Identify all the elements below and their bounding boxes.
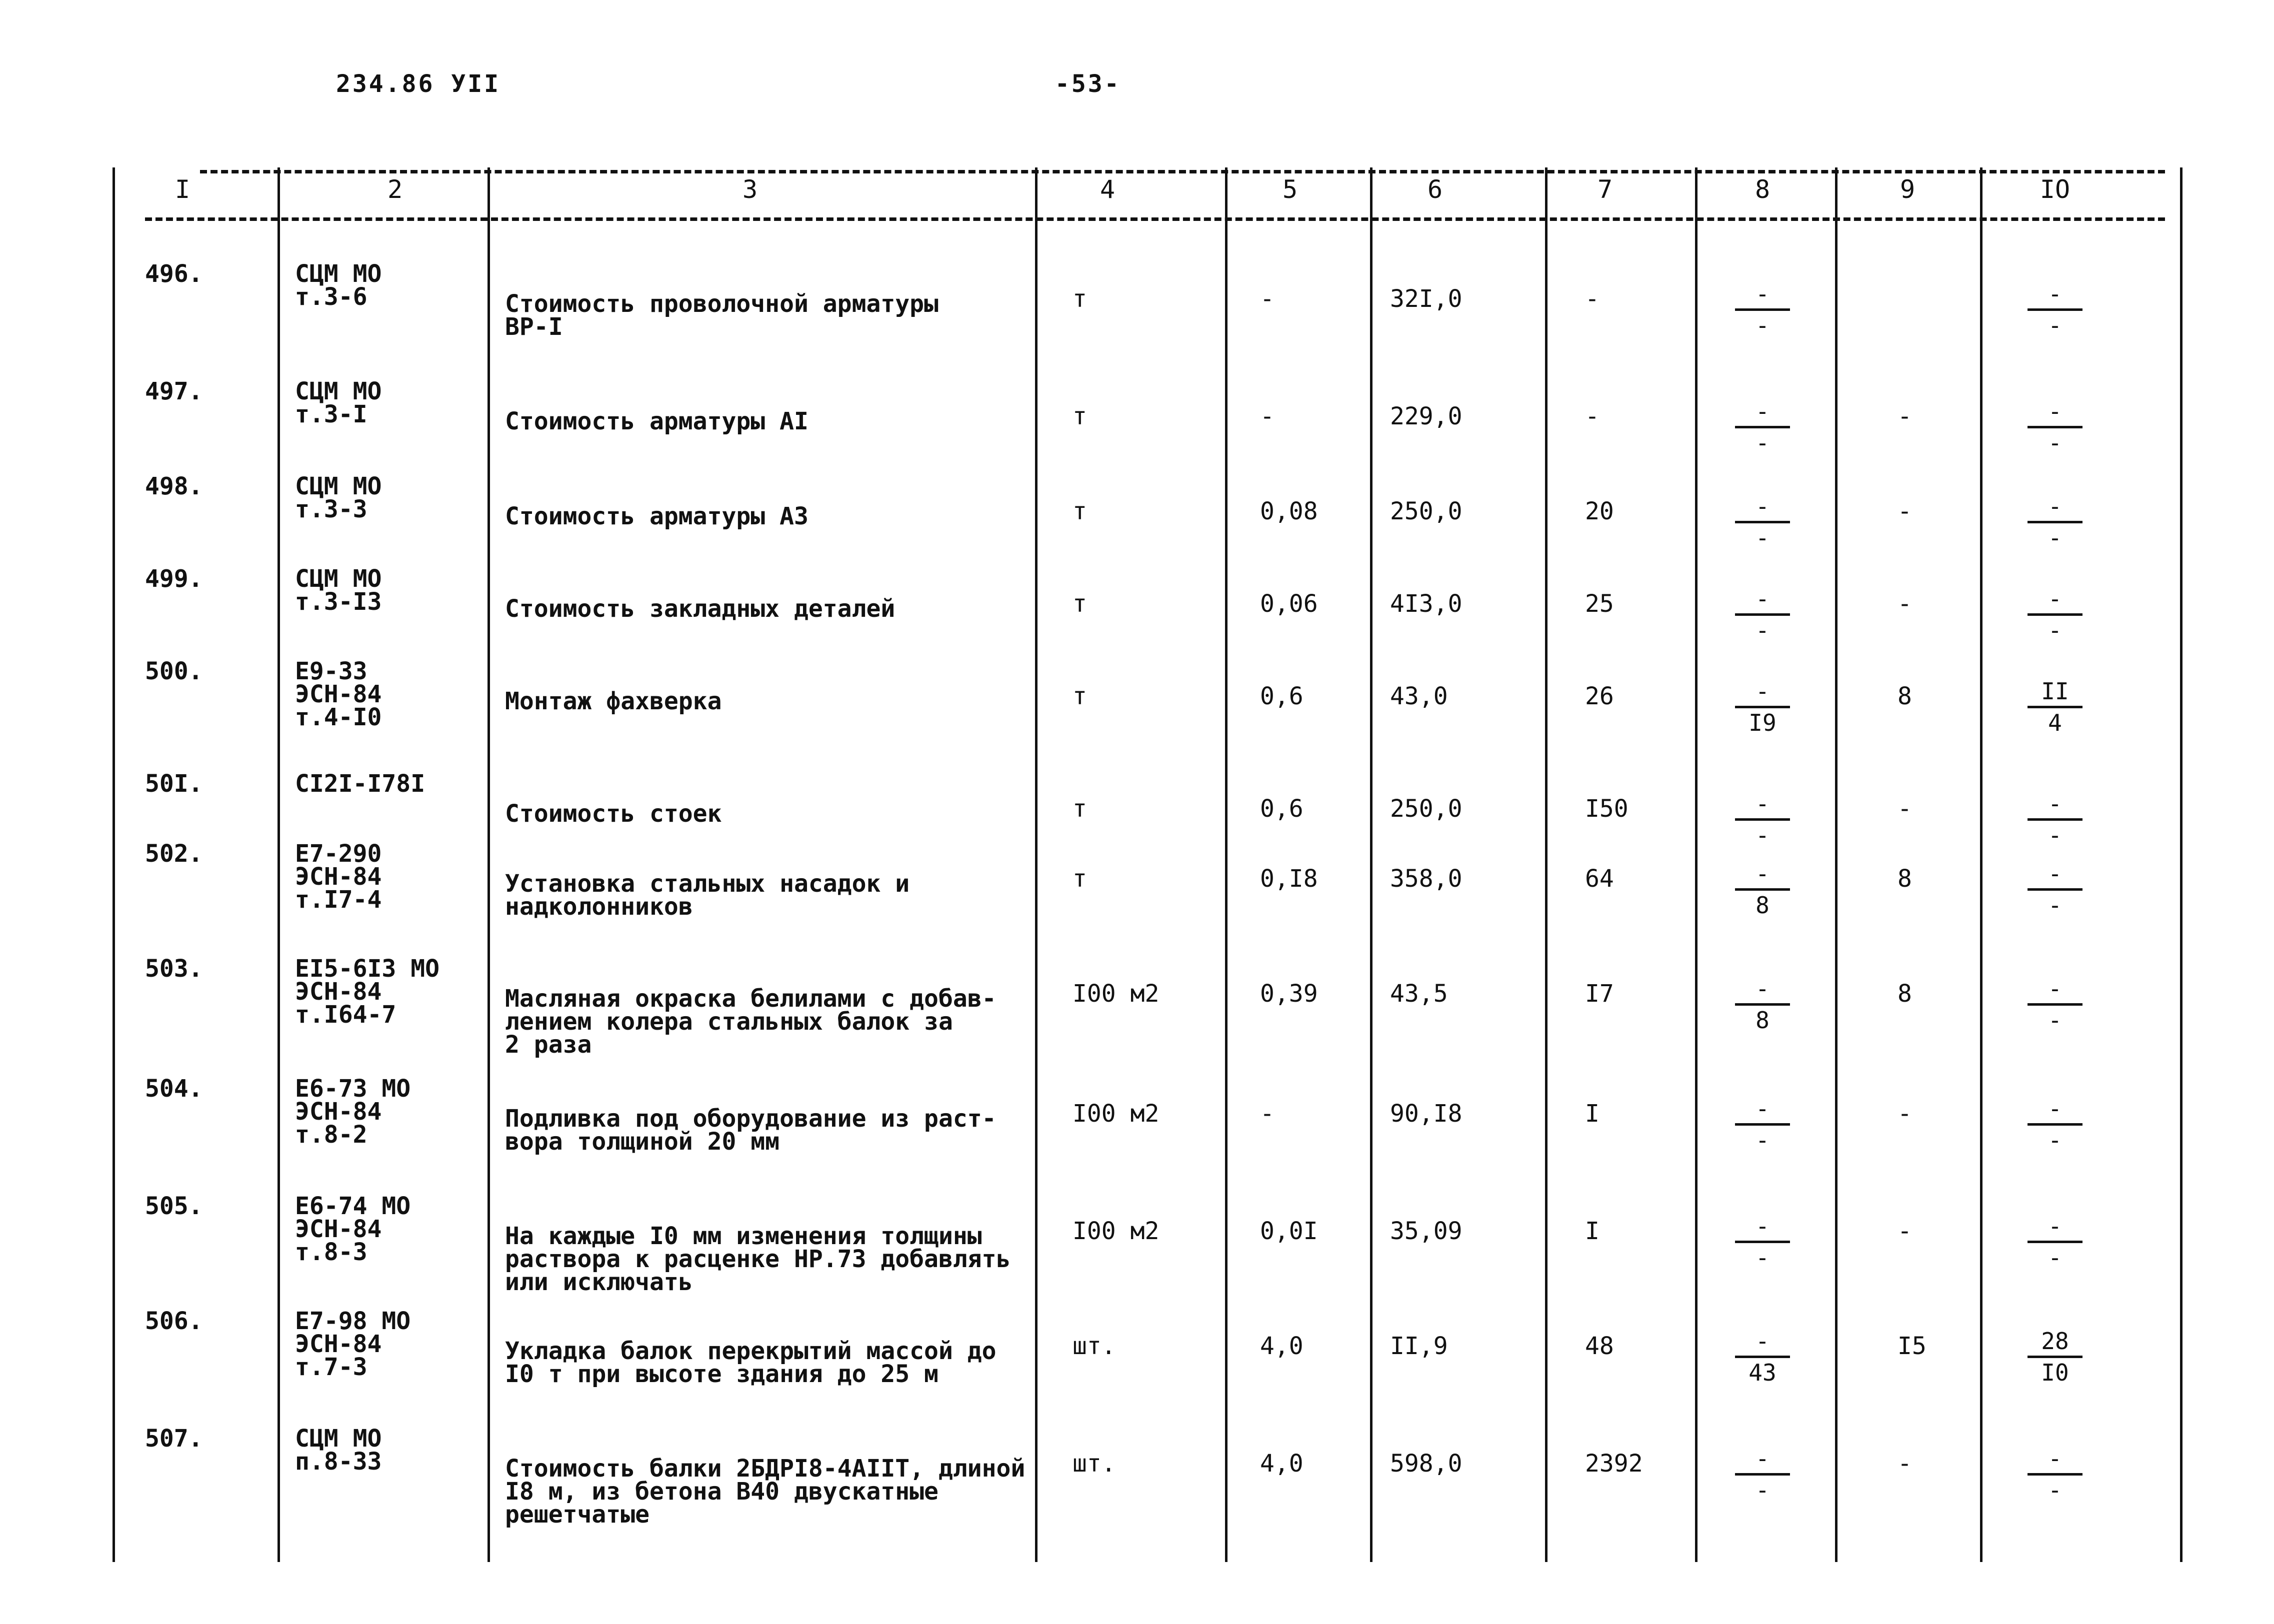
column-divider	[112, 167, 115, 1562]
fraction-col-10	[2028, 1447, 2082, 1502]
fraction-denominator: -	[1756, 1244, 1770, 1271]
quantity: 0,6	[1260, 795, 1304, 823]
total-cost: I	[1585, 1100, 1600, 1128]
reference-code: СЦМ МО т.3-3	[295, 472, 382, 523]
column-number-10: IO	[2040, 175, 2070, 204]
fraction-numerator: -	[1756, 1328, 1770, 1355]
unit: т	[1072, 285, 1087, 313]
fraction-denominator: -	[1756, 1127, 1770, 1154]
work-description: Стоимость стоек	[505, 800, 722, 828]
fraction-col-10	[2028, 495, 2082, 549]
column-divider	[1370, 167, 1372, 1562]
unit-price: 32I,0	[1390, 285, 1462, 313]
work-description: Подливка под оборудование из раст- вора толщиной 20 мм	[505, 1105, 996, 1156]
total-cost: 64	[1585, 865, 1614, 893]
quantity: -	[1260, 402, 1274, 430]
fraction-bar	[1735, 1003, 1790, 1006]
work-description: Укладка балок перекрытий массой до I0 т при высоте здания до 25 м	[505, 1337, 996, 1388]
unit-price: 358,0	[1390, 865, 1462, 893]
quantity: 0,08	[1260, 497, 1318, 525]
column-divider	[1835, 167, 1838, 1562]
column-9-value: 8	[1898, 682, 1912, 710]
row-number: 498.	[145, 472, 203, 500]
fraction-bar	[1735, 426, 1790, 428]
fraction-numerator: -	[1756, 1445, 1770, 1472]
quantity: -	[1260, 1100, 1274, 1128]
fraction-numerator: -	[1756, 280, 1770, 307]
fraction-denominator: -	[1756, 524, 1770, 551]
column-9-value: -	[1898, 1450, 1912, 1478]
work-description: Установка стальных насадок и надколонников	[505, 870, 910, 921]
reference-code: Е6-73 МО ЭСН-84 т.8-2	[295, 1075, 411, 1149]
fraction-numerator: -	[2048, 493, 2062, 520]
quantity: 0,6	[1260, 682, 1304, 710]
quantity: 0,39	[1260, 980, 1318, 1008]
column-divider	[1545, 167, 1548, 1562]
column-9-value: -	[1898, 1100, 1912, 1128]
fraction-numerator: -	[2048, 585, 2062, 612]
document-code: 234.86 УII	[336, 70, 500, 98]
work-description: Стоимость арматуры АI	[505, 407, 808, 435]
total-cost: I50	[1585, 795, 1628, 823]
fraction-numerator: -	[2048, 398, 2062, 425]
fraction-col-10	[2028, 400, 2082, 454]
fraction-denominator: -	[2048, 822, 2062, 849]
unit: т	[1072, 795, 1087, 823]
fraction-numerator: -	[1756, 975, 1770, 1002]
unit: т	[1072, 865, 1087, 893]
page-number: -53-	[1055, 70, 1121, 98]
fraction-denominator: -	[2048, 1244, 2062, 1271]
fraction-denominator: -	[2048, 524, 2062, 551]
quantity: 4,0	[1260, 1332, 1304, 1360]
column-divider	[278, 167, 280, 1562]
unit: т	[1072, 402, 1087, 430]
fraction-col-8	[1735, 977, 1790, 1032]
column-9-value: 8	[1898, 980, 1912, 1008]
fraction-bar	[1735, 308, 1790, 311]
work-description: Стоимость закладных деталей	[505, 595, 896, 623]
fraction-bar	[2028, 818, 2082, 821]
unit: шт.	[1072, 1450, 1116, 1478]
fraction-bar	[1735, 1356, 1790, 1358]
fraction-denominator: -	[2048, 1007, 2062, 1034]
fraction-numerator: -	[2048, 975, 2062, 1002]
unit: т	[1072, 497, 1087, 525]
column-divider	[1035, 167, 1038, 1562]
fraction-col-8	[1735, 1330, 1790, 1384]
fraction-bar	[2028, 1123, 2082, 1126]
fraction-numerator: -	[1756, 1095, 1770, 1122]
fraction-col-10	[2028, 1330, 2082, 1384]
fraction-col-8	[1735, 282, 1790, 337]
fraction-numerator: -	[1756, 790, 1770, 817]
fraction-denominator: I9	[1748, 709, 1776, 736]
column-number-6: 6	[1427, 175, 1443, 204]
fraction-denominator: -	[2048, 617, 2062, 644]
total-cost: -	[1585, 402, 1600, 430]
fraction-col-10	[2028, 282, 2082, 337]
quantity: 0,0I	[1260, 1217, 1318, 1245]
reference-code: Е9-33 ЭСН-84 т.4-I0	[295, 657, 382, 731]
total-cost: 2392	[1585, 1450, 1643, 1478]
fraction-denominator: -	[1756, 617, 1770, 644]
total-cost: 25	[1585, 590, 1614, 618]
reference-code: Е6-74 МО ЭСН-84 т.8-3	[295, 1192, 411, 1266]
column-divider	[2180, 167, 2182, 1562]
fraction-denominator: 8	[1756, 1007, 1770, 1034]
column-divider	[1695, 167, 1698, 1562]
unit-price: 250,0	[1390, 497, 1462, 525]
reference-code: СЦМ МО т.3-6	[295, 260, 382, 311]
column-number-9: 9	[1900, 175, 1916, 204]
reference-code: ЕI5-6I3 МО ЭСН-84 т.I64-7	[295, 955, 440, 1029]
fraction-denominator: I0	[2041, 1359, 2069, 1386]
fraction-numerator: -	[2048, 1095, 2062, 1122]
unit-price: 43,5	[1390, 980, 1448, 1008]
reference-code: Е7-98 МО ЭСН-84 т.7-3	[295, 1307, 411, 1381]
work-description: Стоимость балки 2БДРI8-4АIIТ, длиной I8 м, из бетона В40 двускатные решетчатые	[505, 1455, 1026, 1529]
reference-code: СЦМ МО т.3-I	[295, 377, 382, 428]
column-number-5: 5	[1282, 175, 1298, 204]
reference-code: Е7-290 ЭСН-84 т.I7-4	[295, 840, 382, 914]
column-number-7: 7	[1597, 175, 1613, 204]
header-bottom-rule	[145, 217, 2165, 221]
fraction-col-8	[1735, 1447, 1790, 1502]
total-cost: 48	[1585, 1332, 1614, 1360]
fraction-numerator: -	[1756, 860, 1770, 887]
fraction-col-8	[1735, 587, 1790, 642]
fraction-col-8	[1735, 400, 1790, 454]
fraction-col-10	[2028, 862, 2082, 917]
unit: т	[1072, 590, 1087, 618]
column-divider	[1225, 167, 1228, 1562]
reference-code: СI2I-I78I	[295, 770, 426, 798]
fraction-col-10	[2028, 587, 2082, 642]
unit-price: 35,09	[1390, 1217, 1462, 1245]
fraction-numerator: -	[1756, 398, 1770, 425]
fraction-numerator: -	[2048, 790, 2062, 817]
fraction-denominator: 43	[1748, 1359, 1776, 1386]
fraction-denominator: -	[1756, 312, 1770, 339]
quantity: 4,0	[1260, 1450, 1304, 1478]
fraction-numerator: -	[2048, 1445, 2062, 1472]
fraction-bar	[2028, 888, 2082, 891]
column-number-1: I	[174, 175, 190, 204]
fraction-denominator: -	[1756, 1477, 1770, 1504]
fraction-bar	[1735, 521, 1790, 523]
unit: т	[1072, 682, 1087, 710]
fraction-bar	[2028, 1356, 2082, 1358]
unit: I00 м2	[1072, 1100, 1160, 1128]
unit-price: 229,0	[1390, 402, 1462, 430]
fraction-numerator: -	[1756, 678, 1770, 705]
total-cost: -	[1585, 285, 1600, 313]
fraction-bar	[2028, 308, 2082, 311]
fraction-bar	[1735, 1473, 1790, 1476]
row-number: 507.	[145, 1425, 203, 1453]
fraction-numerator: -	[1756, 585, 1770, 612]
fraction-denominator: 8	[1756, 892, 1770, 919]
unit-price: 4I3,0	[1390, 590, 1462, 618]
total-cost: 26	[1585, 682, 1614, 710]
fraction-bar	[2028, 426, 2082, 428]
fraction-numerator: -	[1756, 1213, 1770, 1240]
fraction-denominator: -	[2048, 1127, 2062, 1154]
fraction-numerator: -	[2048, 280, 2062, 307]
unit: шт.	[1072, 1332, 1116, 1360]
fraction-denominator: -	[1756, 429, 1770, 456]
fraction-numerator: -	[2048, 1213, 2062, 1240]
column-9-value: -	[1898, 795, 1912, 823]
row-number: 503.	[145, 955, 203, 983]
fraction-col-10	[2028, 1215, 2082, 1269]
fraction-col-8	[1735, 680, 1790, 734]
total-cost: 20	[1585, 497, 1614, 525]
work-description: Стоимость проволочной арматуры ВР-I	[505, 290, 938, 341]
reference-code: СЦМ МО т.3-I3	[295, 565, 382, 616]
column-9-value: -	[1898, 590, 1912, 618]
column-9-value: 8	[1898, 865, 1912, 893]
unit-price: 90,I8	[1390, 1100, 1462, 1128]
column-divider	[1980, 167, 1982, 1562]
unit-price: 43,0	[1390, 682, 1448, 710]
row-number: 506.	[145, 1307, 203, 1335]
unit: I00 м2	[1072, 980, 1160, 1008]
fraction-col-8	[1735, 1215, 1790, 1269]
total-cost: I	[1585, 1217, 1600, 1245]
row-number: 497.	[145, 377, 203, 405]
fraction-numerator: II	[2041, 678, 2069, 705]
work-description: Масляная окраска белилами с добав- лением колера стальных балок за 2 раза	[505, 985, 996, 1059]
fraction-col-10	[2028, 792, 2082, 847]
row-number: 496.	[145, 260, 203, 288]
fraction-bar	[1735, 888, 1790, 891]
column-number-3: 3	[742, 175, 758, 204]
unit-price: II,9	[1390, 1332, 1448, 1360]
fraction-bar	[1735, 1241, 1790, 1243]
unit-price: 598,0	[1390, 1450, 1462, 1478]
fraction-denominator: -	[2048, 1477, 2062, 1504]
column-9-value: -	[1898, 402, 1912, 430]
row-number: 504.	[145, 1075, 203, 1103]
fraction-col-8	[1735, 862, 1790, 917]
fraction-col-10	[2028, 1097, 2082, 1152]
fraction-numerator: -	[1756, 493, 1770, 520]
fraction-bar	[1735, 706, 1790, 708]
row-number: 505.	[145, 1192, 203, 1220]
fraction-bar	[1735, 613, 1790, 616]
unit: I00 м2	[1072, 1217, 1160, 1245]
fraction-bar	[2028, 1003, 2082, 1006]
fraction-bar	[2028, 1473, 2082, 1476]
column-number-8: 8	[1754, 175, 1770, 204]
fraction-bar	[1735, 818, 1790, 821]
row-number: 502.	[145, 840, 203, 868]
fraction-denominator: 4	[2048, 709, 2062, 736]
fraction-denominator: -	[2048, 429, 2062, 456]
header-top-rule	[200, 170, 2165, 173]
column-number-2: 2	[387, 175, 403, 204]
fraction-numerator: -	[2048, 860, 2062, 887]
column-9-value: -	[1898, 497, 1912, 525]
column-divider	[488, 167, 490, 1562]
work-description: Стоимость арматуры А3	[505, 502, 808, 530]
row-number: 499.	[145, 565, 203, 593]
fraction-denominator: -	[2048, 312, 2062, 339]
fraction-bar	[2028, 613, 2082, 616]
fraction-col-8	[1735, 495, 1790, 549]
fraction-denominator: -	[2048, 892, 2062, 919]
fraction-numerator: 28	[2041, 1328, 2069, 1355]
fraction-bar	[2028, 1241, 2082, 1243]
unit-price: 250,0	[1390, 795, 1462, 823]
quantity: -	[1260, 285, 1274, 313]
fraction-col-8	[1735, 1097, 1790, 1152]
total-cost: I7	[1585, 980, 1614, 1008]
reference-code: СЦМ МО п.8-33	[295, 1425, 382, 1476]
work-description: Монтаж фахверка	[505, 687, 722, 715]
column-9-value: I5	[1898, 1332, 1926, 1360]
fraction-bar	[2028, 521, 2082, 523]
column-9-value: -	[1898, 1217, 1912, 1245]
fraction-bar	[1735, 1123, 1790, 1126]
fraction-col-8	[1735, 792, 1790, 847]
fraction-denominator: -	[1756, 822, 1770, 849]
fraction-col-10	[2028, 680, 2082, 734]
row-number: 500.	[145, 657, 203, 685]
fraction-bar	[2028, 706, 2082, 708]
quantity: 0,06	[1260, 590, 1318, 618]
work-description: На каждые I0 мм изменения толщины раствора к расценке НР.73 добавлять или исключать	[505, 1222, 1011, 1296]
quantity: 0,I8	[1260, 865, 1318, 893]
column-number-4: 4	[1100, 175, 1116, 204]
fraction-col-10	[2028, 977, 2082, 1032]
row-number: 50I.	[145, 770, 203, 798]
